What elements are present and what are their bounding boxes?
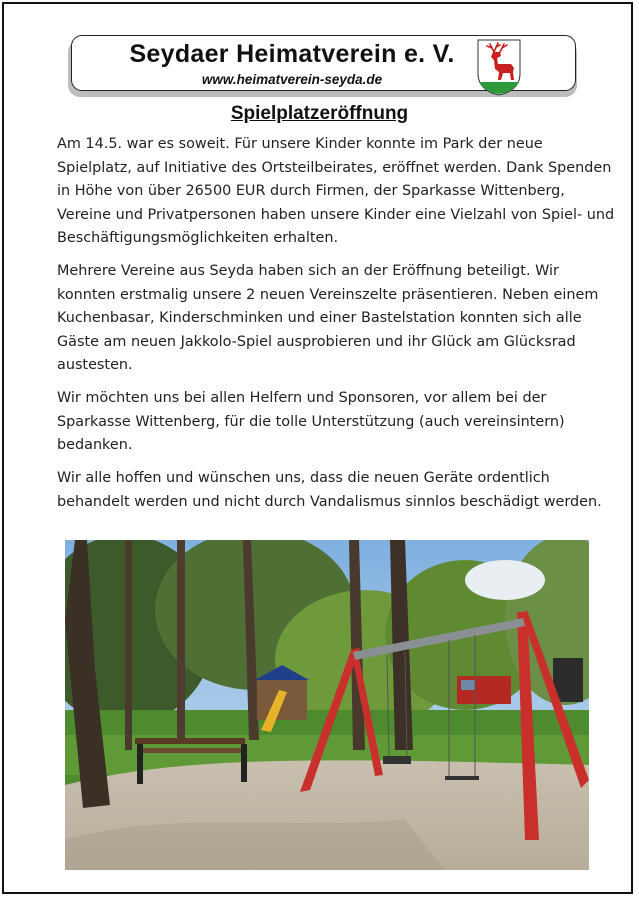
paragraph-3: Wir möchten uns bei allen Helfern und Sponsoren, vor allem bei der Sparkasse Wittenberg, für die tolle Unterstützung (auch vereinsintern) bedanken. — [57, 390, 565, 453]
article-heading: Spielplatzeröffnung — [230, 103, 409, 124]
playground-photo — [65, 540, 589, 870]
article-body — [57, 133, 617, 524]
paragraph-2: Mehrere Vereine aus Seyda haben sich an der Eröffnung beteiligt. Wir konnten erstmalig unsere 2 neuen Vereinszelte präsentieren. Neben einem Kuchenbasar, Kinderschminken und einer Bastelstation konnten sich alle Gäste am neuen Jakkolo-Spiel ausprobieren und ihr Glück am Glücksrad austesten. — [57, 263, 599, 373]
header-banner — [71, 35, 576, 91]
organization-url[interactable]: www.heimatverein-seyda.de — [201, 72, 383, 87]
organization-title: Seydaer Heimatverein e. V. — [129, 40, 455, 68]
paragraph-1: Am 14.5. war es soweit. Für unsere Kinder konnte im Park der neue Spielplatz, auf Initiative des Ortsteilbeirates, eröffnet werden. Dank Spenden in Höhe von über 26500 EUR durch Firmen, der Sparkasse Wittenberg, Vereine und Privatpersonen haben unsere Kinder eine Vielzahl von Spiel- und Beschäftigungsmöglichkeiten erhalten. — [57, 136, 615, 246]
deer-crest-icon — [476, 38, 522, 96]
paragraph-4: Wir alle hoffen und wünschen uns, dass die neuen Geräte ordentlich behandelt werden und nicht durch Vandalismus sinnlos beschädigt werden. — [57, 470, 602, 510]
